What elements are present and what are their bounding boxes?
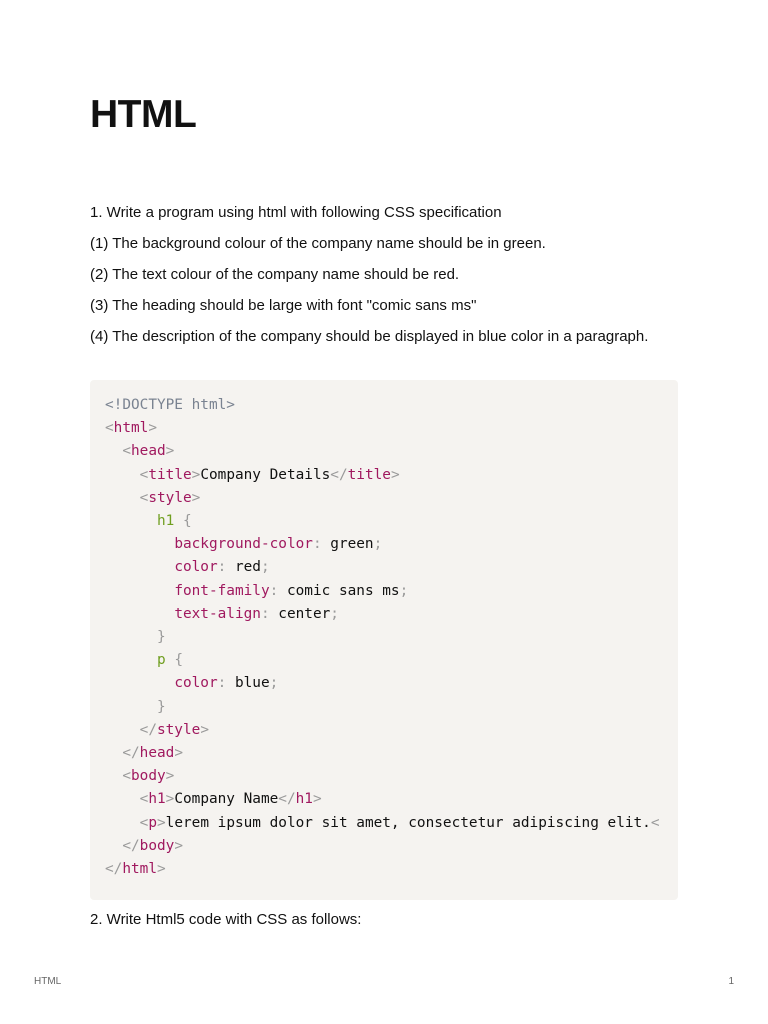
code-overflow: < bbox=[650, 814, 660, 831]
css-value: green bbox=[330, 536, 374, 553]
code-line: <head> bbox=[122, 443, 175, 460]
tag-name: style bbox=[156, 721, 201, 738]
code-listing bbox=[105, 394, 660, 881]
code-line: color: red; bbox=[174, 559, 270, 576]
spec-1: (1) The background colour of the company name should be in green. bbox=[90, 235, 546, 252]
code-line: <style> bbox=[139, 489, 201, 506]
code-text: Company Details bbox=[200, 466, 331, 483]
code-line: color: blue; bbox=[174, 675, 279, 692]
code-line: </head> bbox=[122, 745, 183, 762]
code-text: Company Name bbox=[174, 791, 279, 808]
code-line: } bbox=[156, 629, 166, 646]
css-property: text-align bbox=[174, 605, 261, 622]
tag-name: title bbox=[148, 466, 192, 483]
code-line: </style> bbox=[139, 721, 209, 738]
doctype: <!DOCTYPE html> bbox=[105, 397, 235, 413]
code-text: lerem ipsum dolor sit amet, consectetur adipiscing elit. bbox=[165, 814, 651, 831]
code-line: </body> bbox=[122, 837, 183, 854]
page-title: HTML bbox=[90, 93, 197, 136]
tag-name: html bbox=[122, 861, 157, 878]
code-line: <html> bbox=[105, 420, 157, 437]
tag-name: body bbox=[131, 768, 166, 785]
css-property: color bbox=[174, 675, 218, 692]
css-property: color bbox=[174, 559, 218, 576]
tag-name: p bbox=[148, 814, 157, 831]
code-line: text-align: center; bbox=[174, 605, 339, 622]
css-selector: p bbox=[156, 652, 166, 669]
code-line: font-family: comic sans ms; bbox=[174, 582, 409, 599]
css-value: red bbox=[234, 559, 261, 576]
css-value: center bbox=[278, 605, 331, 622]
css-property: font-family bbox=[174, 582, 270, 599]
code-line bbox=[105, 397, 235, 413]
code-line: h1 { bbox=[156, 513, 192, 530]
code-line: <h1>Company Name</h1> bbox=[139, 791, 322, 808]
question-1-intro: 1. Write a program using html with following CSS specification bbox=[90, 204, 502, 221]
code-block bbox=[90, 380, 678, 900]
tag-name: body bbox=[139, 837, 175, 854]
question-2-intro: 2. Write Html5 code with CSS as follows: bbox=[90, 911, 362, 928]
code-line: <title>Company Details</title> bbox=[139, 466, 400, 483]
tag-name: h1 bbox=[295, 791, 313, 808]
code-line: </html> bbox=[105, 861, 166, 878]
tag-name: title bbox=[347, 466, 391, 483]
tag-name: head bbox=[139, 745, 175, 762]
footer-title: HTML bbox=[34, 976, 62, 987]
css-value: comic sans ms bbox=[286, 582, 400, 599]
code-line: p { bbox=[156, 652, 183, 669]
tag-name: h1 bbox=[148, 791, 166, 808]
code-line: } bbox=[156, 698, 166, 715]
css-selector: h1 bbox=[156, 513, 175, 530]
tag-name: html bbox=[113, 420, 149, 437]
code-line: background-color: green; bbox=[174, 536, 383, 553]
spec-4: (4) The description of the company should be displayed in blue color in a paragraph. bbox=[90, 328, 649, 345]
css-value: blue bbox=[234, 675, 270, 692]
css-property: background-color bbox=[174, 536, 313, 553]
spec-2: (2) The text colour of the company name should be red. bbox=[90, 266, 460, 283]
code-line: <p>lerem ipsum dolor sit amet, consectetur adipiscing elit.< bbox=[139, 814, 660, 831]
tag-name: head bbox=[131, 443, 166, 460]
code-line: <body> bbox=[122, 768, 175, 785]
tag-name: style bbox=[148, 489, 192, 506]
spec-3: (3) The heading should be large with font "comic sans ms" bbox=[90, 297, 477, 314]
page-number: 1 bbox=[728, 976, 734, 987]
